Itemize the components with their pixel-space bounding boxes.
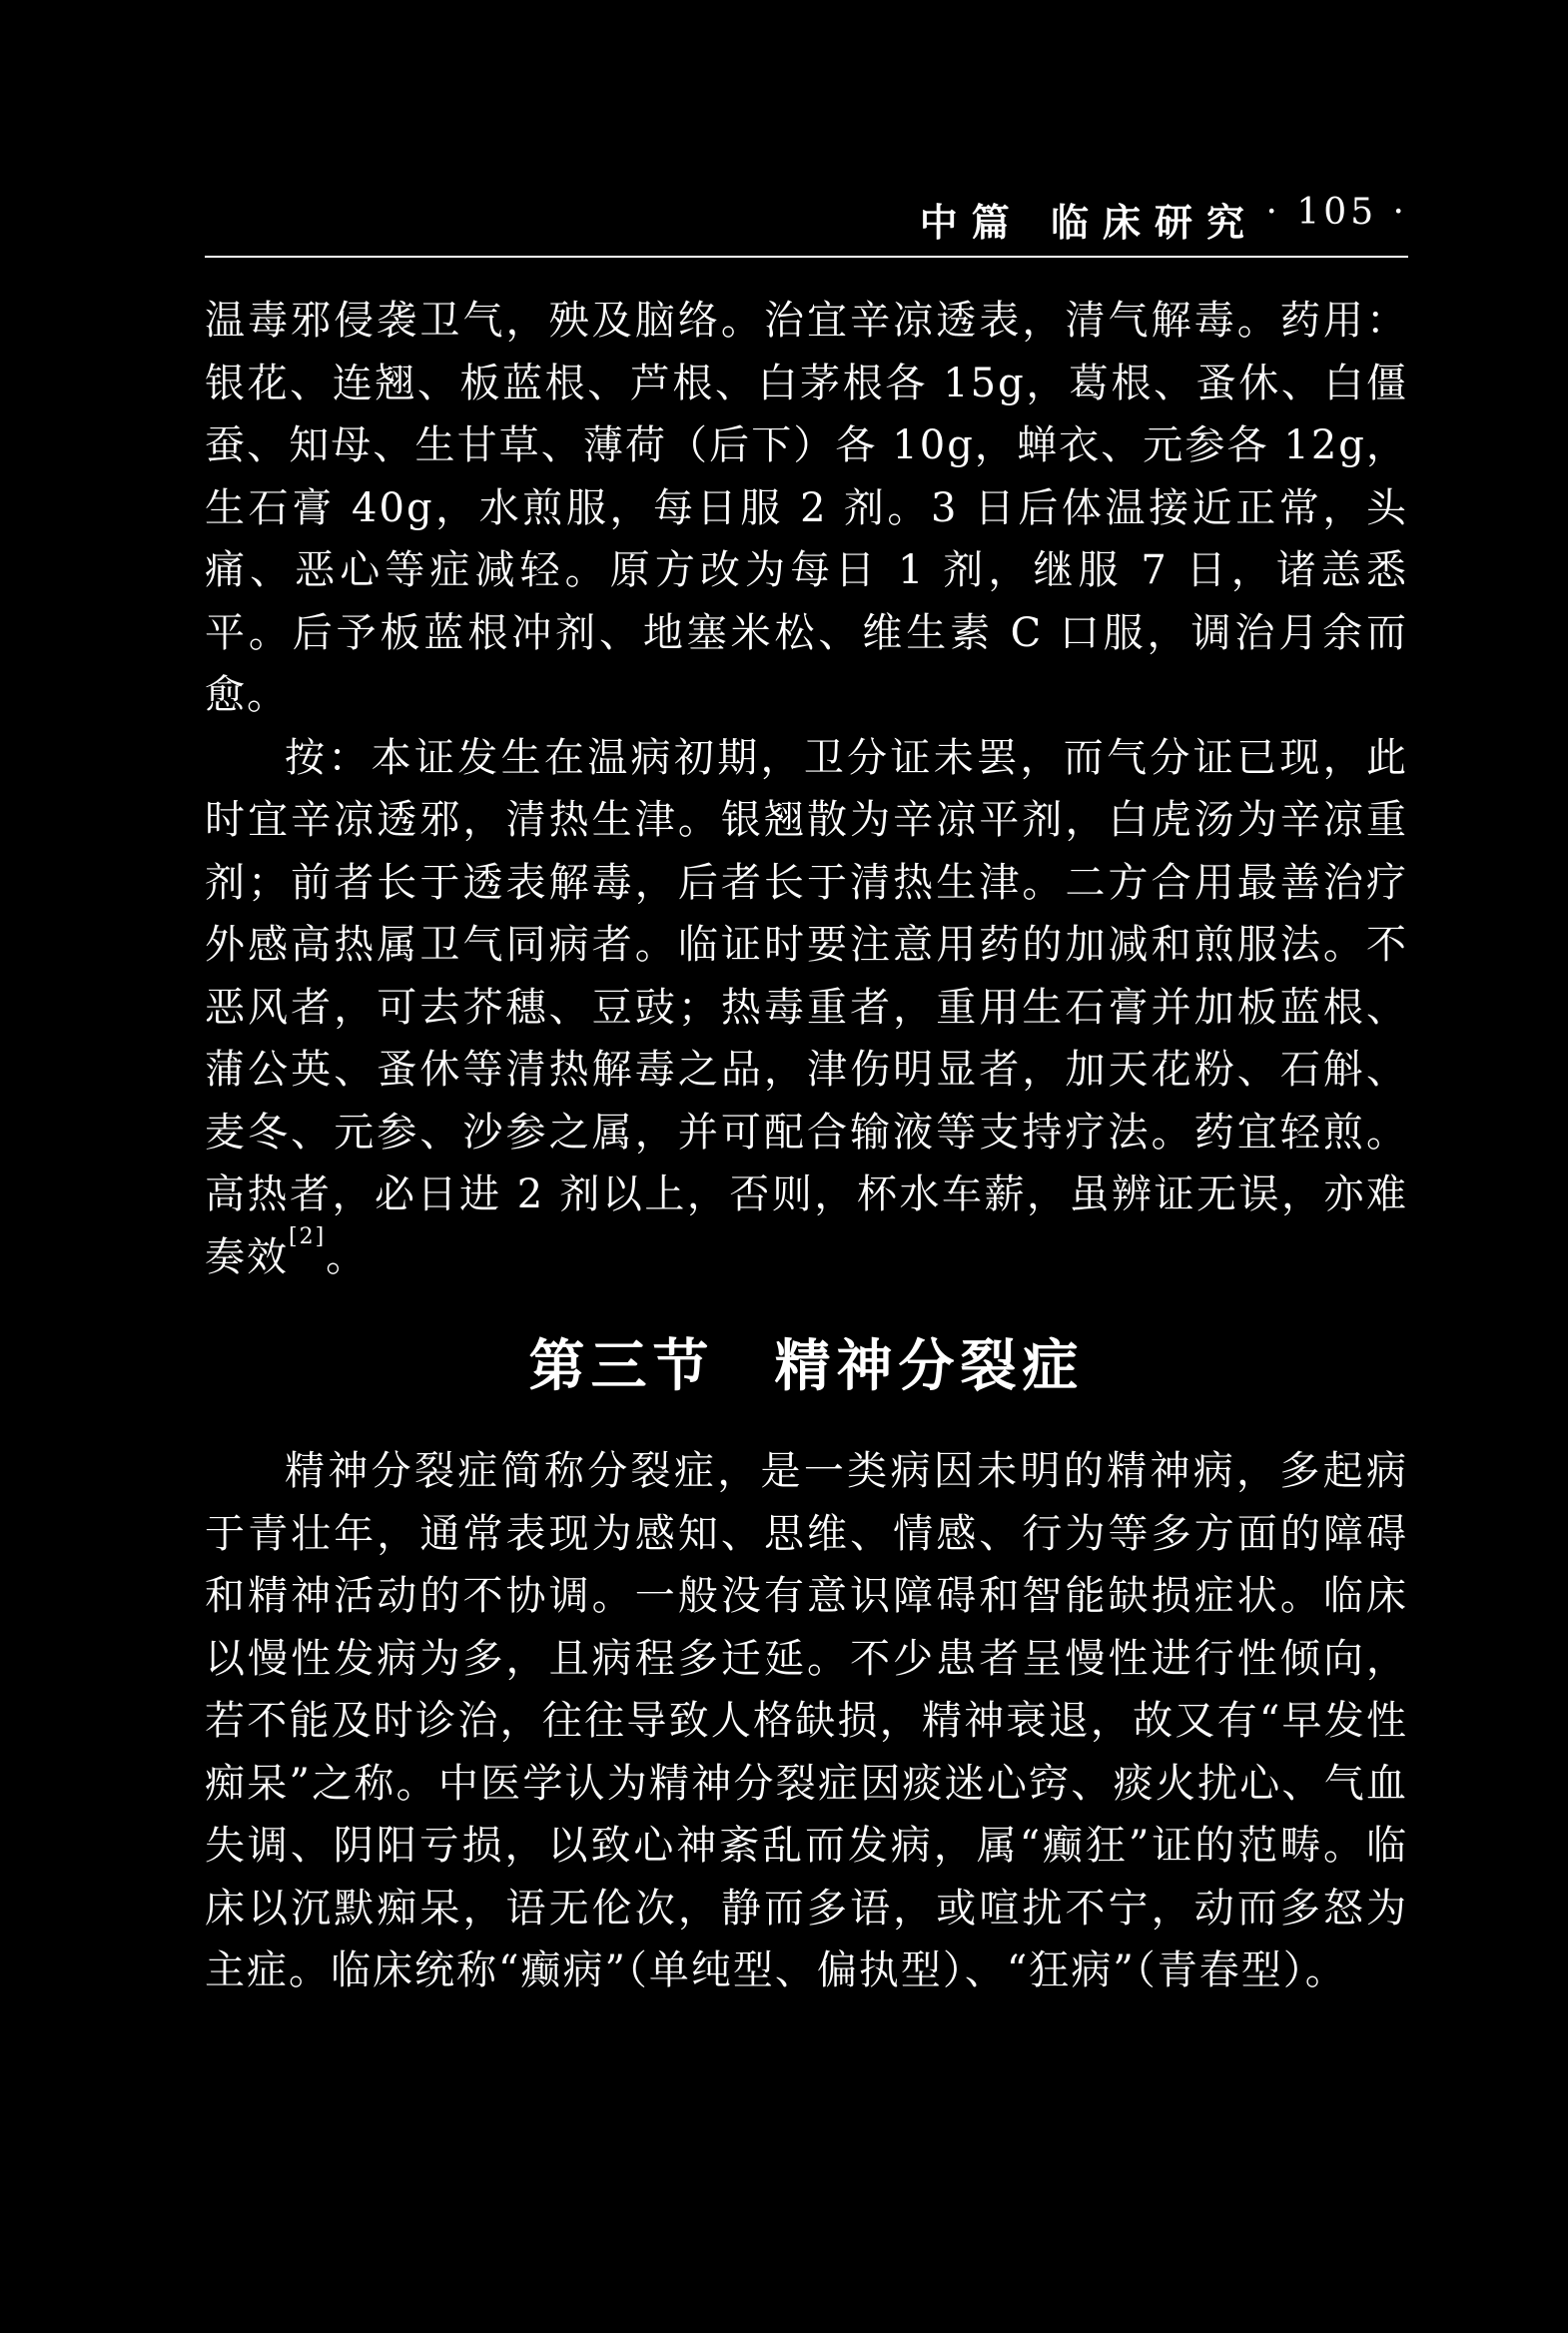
paragraph-commentary — [205, 727, 1408, 1289]
page-header — [205, 192, 1408, 252]
citation-ref: [2] — [289, 1223, 327, 1249]
paragraph-schizophrenia-intro: 精神分裂症简称分裂症，是一类病因未明的精神病，多起病于青壮年，通常表现为感知、思维、情感、行为等多方面的障碍和精神活动的不协调。一般没有意识障碍和智能缺损症状。临床以慢性发病为多，且病程多迁延。不少患者呈慢性进行性倾向，若不能及时诊治，往往导致人格缺损，精神衰退，故又有“早发性痴呆”之称。中医学认为精神分裂症因痰迷心窍、痰火扰心、气血失调、阴阳亏损，以致心神紊乱而发病，属“癫狂”证的范畴。临床以沉默痴呆，语无伦次，静而多语，或喧扰不宁，动而多怒为主症。临床统称“癫病”（单纯型、偏执型）、“狂病”（青春型）。 — [205, 1448, 1408, 1993]
section-name: 精神分裂症 — [774, 1333, 1085, 1399]
paragraph-case-treatment: 温毒邪侵袭卫气，殃及脑络。治宜辛凉透表，清气解毒。药用：银花、连翘、板蓝根、芦根、白茅根各 15g，葛根、蚤休、白僵蚕、知母、生甘草、薄荷（后下）各 10g，蝉衣、元参各 12g，生石膏 40g，水煎服，每日服 2 剂。3 日后体温接近正常，头痛、恶心等症减轻。原方改为每日 1 剂，继服 7 日，诸恙悉平。后予板蓝根冲剂、地塞米松、维生素 C 口服，调治月余而愈。 — [205, 298, 1408, 718]
header-rule — [205, 256, 1408, 258]
page-number: · 105 · — [1265, 192, 1408, 233]
body-text — [205, 290, 1408, 2002]
commentary-text: 按：本证发生在温病初期，卫分证未罢，而气分证已现，此时宜辛凉透邪，清热生津。银翘散为辛凉平剂，白虎汤为辛凉重剂；前者长于透表解毒，后者长于清热生津。二方合用最善治疗外感高热属卫气同病者。临证时要注意用药的加减和煎服法。不恶风者，可去芥穗、豆豉；热毒重者，重用生石膏并加板蓝根、蒲公英、蚤休等清热解毒之品，津伤明显者，加天花粉、石斛、麦冬、元参、沙参之属，并可配合输液等支持疗法。药宜轻煎。高热者，必日进 2 剂以上，否则，杯水车薪，虽辨证无误，亦难奏效 — [205, 734, 1408, 1280]
running-title: 中篇 临床研究 — [919, 200, 1258, 245]
commentary-end: 。 — [326, 1233, 369, 1280]
section-label: 第三节 — [528, 1333, 715, 1399]
section-heading — [205, 1322, 1408, 1402]
